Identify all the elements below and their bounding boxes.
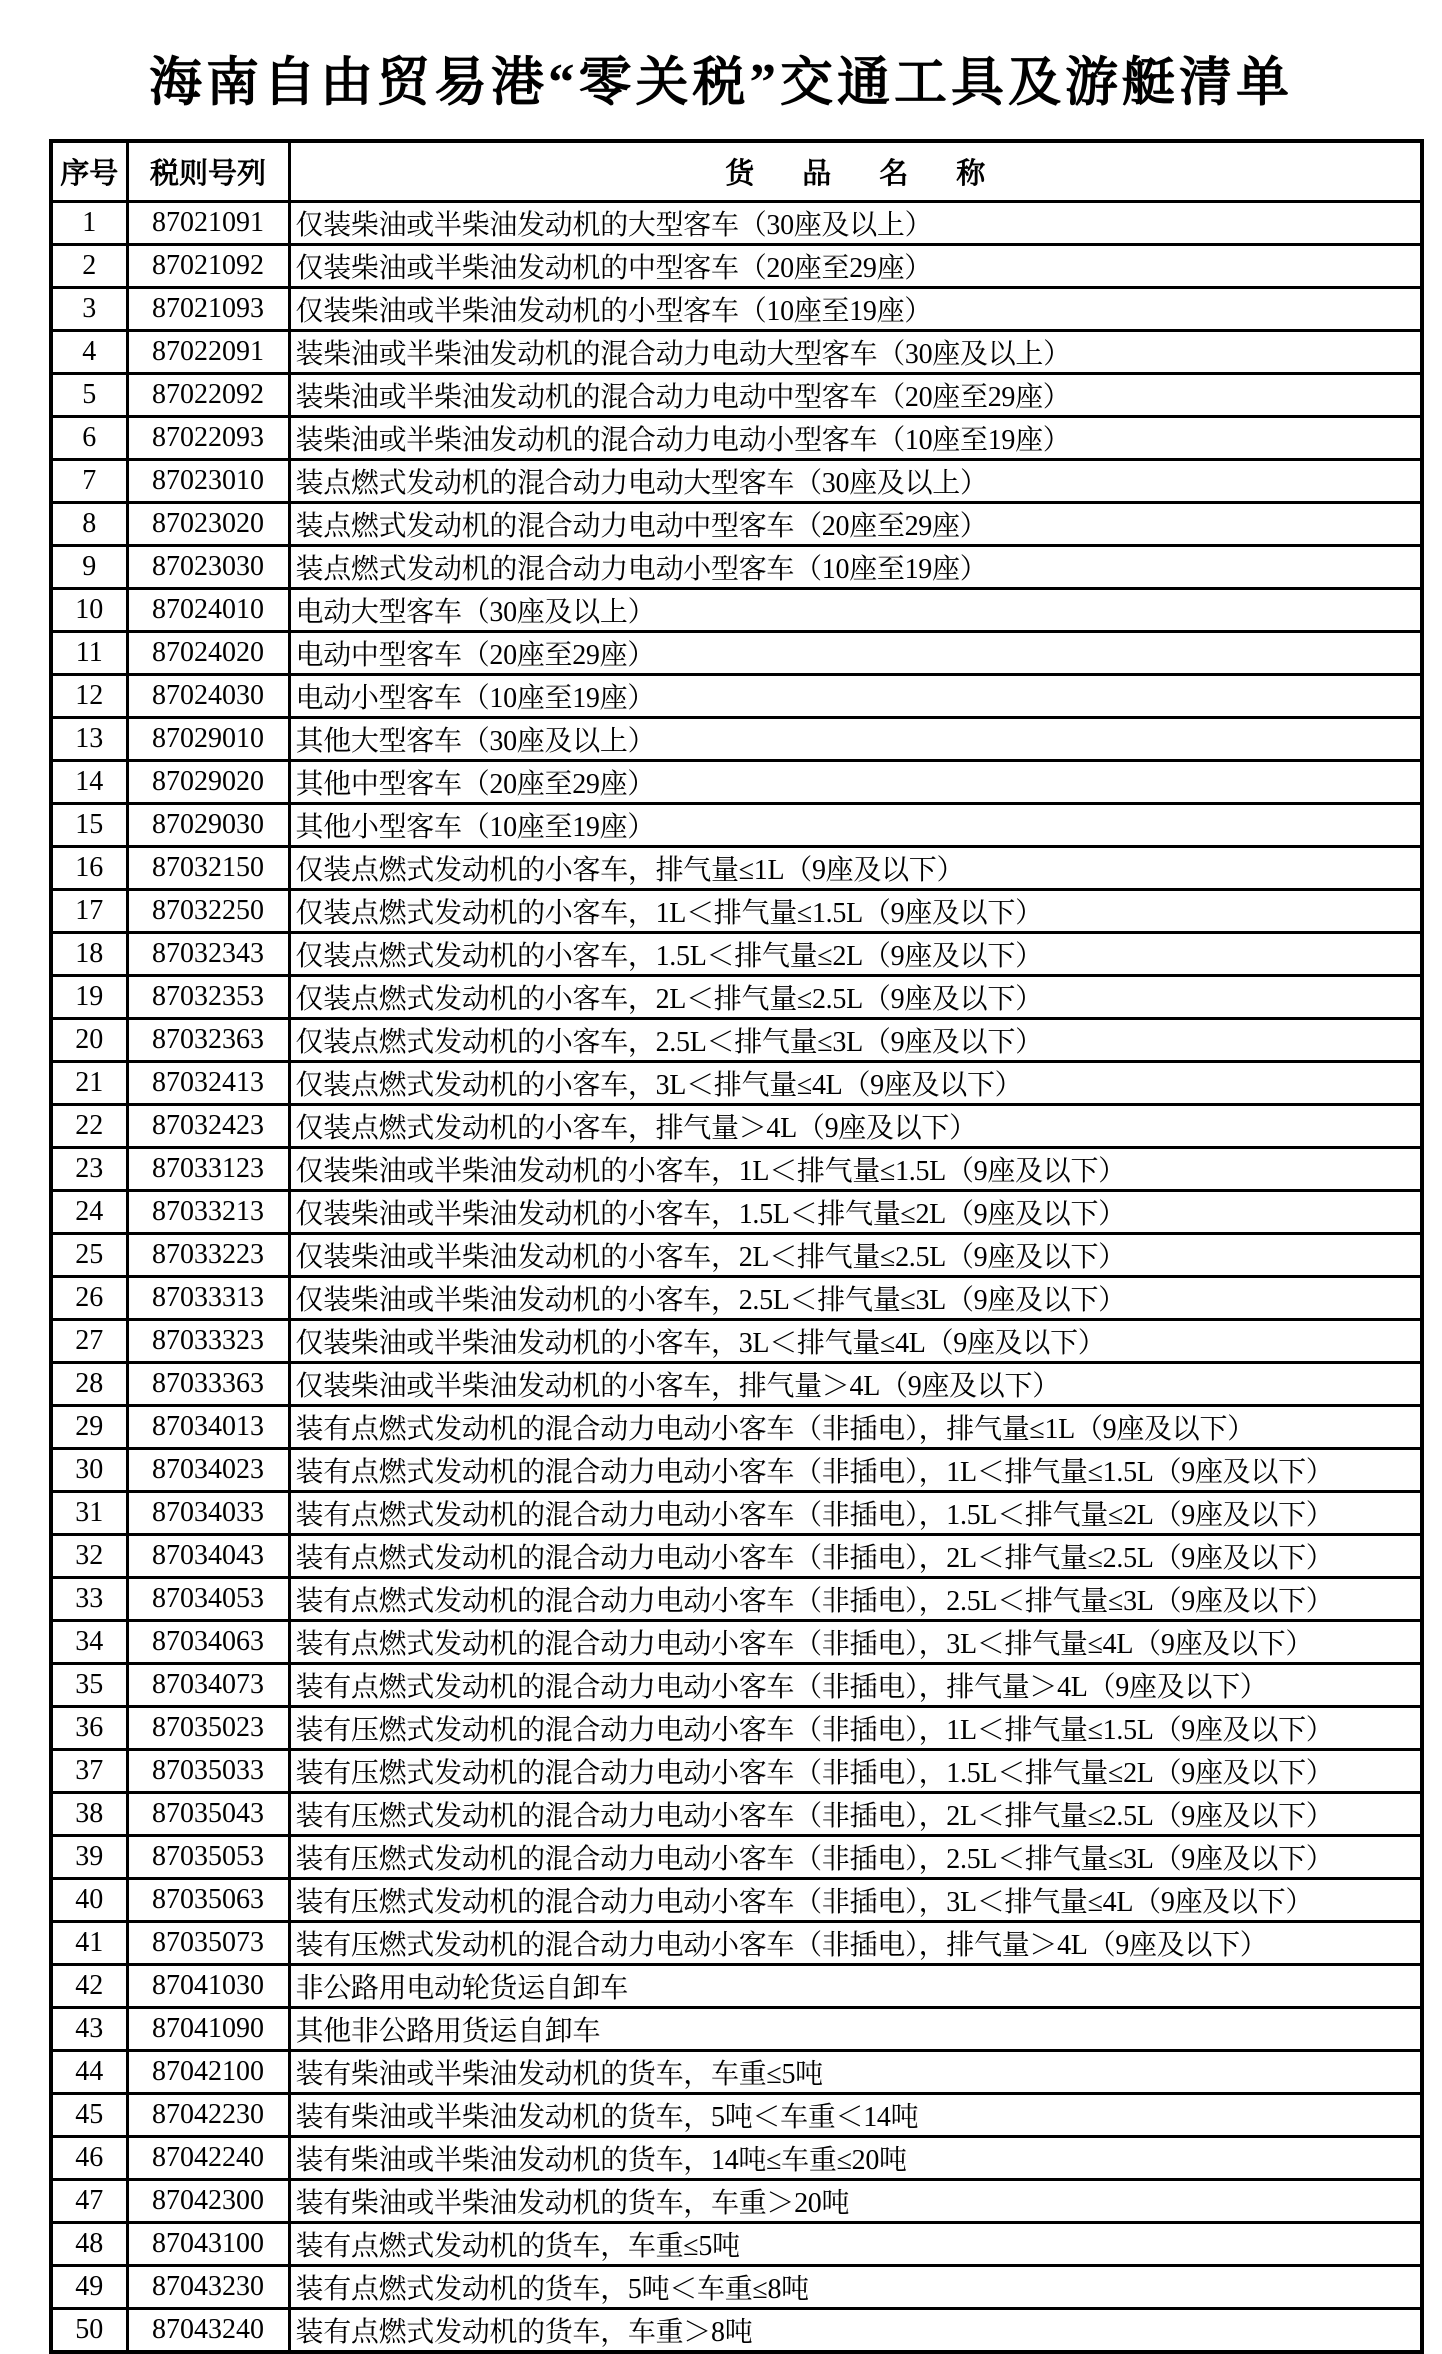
tariff-code-cell: 87032150 bbox=[127, 846, 289, 889]
header-tariff-code-label: 税则号列 bbox=[149, 157, 266, 190]
table-row bbox=[51, 588, 1422, 631]
table-row bbox=[51, 502, 1422, 545]
header-row bbox=[51, 141, 1422, 201]
serial-number-cell: 13 bbox=[51, 717, 127, 760]
tariff-code-cell: 87043230 bbox=[127, 2265, 289, 2308]
goods-name-cell: 装有柴油或半柴油发动机的货车，车重＞20吨 bbox=[289, 2179, 1422, 2222]
table-row bbox=[51, 846, 1422, 889]
serial-number-cell: 30 bbox=[51, 1448, 127, 1491]
table-row bbox=[51, 287, 1422, 330]
tariff-code-cell: 87021091 bbox=[127, 201, 289, 244]
tariff-code-cell: 87029010 bbox=[127, 717, 289, 760]
table-row bbox=[51, 717, 1422, 760]
tariff-code-cell: 87024030 bbox=[127, 674, 289, 717]
serial-number-cell: 29 bbox=[51, 1405, 127, 1448]
goods-name-cell: 装点燃式发动机的混合动力电动中型客车（20座至29座） bbox=[289, 502, 1422, 545]
table-row bbox=[51, 889, 1422, 932]
serial-number-cell: 47 bbox=[51, 2179, 127, 2222]
table-row bbox=[51, 1061, 1422, 1104]
tariff-code-cell: 87032363 bbox=[127, 1018, 289, 1061]
goods-name-cell: 仅装柴油或半柴油发动机的小型客车（10座至19座） bbox=[289, 287, 1422, 330]
serial-number-cell: 11 bbox=[51, 631, 127, 674]
goods-name-cell: 电动大型客车（30座及以上） bbox=[289, 588, 1422, 631]
header-goods-name bbox=[289, 141, 1422, 201]
serial-number-cell: 38 bbox=[51, 1792, 127, 1835]
goods-name-cell: 仅装柴油或半柴油发动机的小客车，2L＜排气量≤2.5L（9座及以下） bbox=[289, 1233, 1422, 1276]
serial-number-cell: 2 bbox=[51, 244, 127, 287]
tariff-code-cell: 87023030 bbox=[127, 545, 289, 588]
goods-name-cell: 电动小型客车（10座至19座） bbox=[289, 674, 1422, 717]
tariff-code-cell: 87042100 bbox=[127, 2050, 289, 2093]
serial-number-cell: 33 bbox=[51, 1577, 127, 1620]
table-row bbox=[51, 975, 1422, 1018]
tariff-table bbox=[49, 139, 1424, 2354]
table-row bbox=[51, 1792, 1422, 1835]
table-row bbox=[51, 1147, 1422, 1190]
goods-name-cell: 其他小型客车（10座至19座） bbox=[289, 803, 1422, 846]
goods-name-cell: 装有压燃式发动机的混合动力电动小客车（非插电），3L＜排气量≤4L（9座及以下） bbox=[289, 1878, 1422, 1921]
goods-name-cell: 装有柴油或半柴油发动机的货车，14吨≤车重≤20吨 bbox=[289, 2136, 1422, 2179]
header-serial-number bbox=[51, 141, 127, 201]
tariff-code-cell: 87035053 bbox=[127, 1835, 289, 1878]
table-row bbox=[51, 373, 1422, 416]
table-row bbox=[51, 2308, 1422, 2352]
tariff-code-cell: 87022091 bbox=[127, 330, 289, 373]
table-row bbox=[51, 2093, 1422, 2136]
goods-name-cell: 装有柴油或半柴油发动机的货车，5吨＜车重＜14吨 bbox=[289, 2093, 1422, 2136]
tariff-code-cell: 87034033 bbox=[127, 1491, 289, 1534]
goods-name-cell: 其他非公路用货运自卸车 bbox=[289, 2007, 1422, 2050]
goods-name-cell: 仅装柴油或半柴油发动机的小客车，1.5L＜排气量≤2L（9座及以下） bbox=[289, 1190, 1422, 1233]
table-row bbox=[51, 2007, 1422, 2050]
table-row bbox=[51, 932, 1422, 975]
tariff-code-cell: 87022092 bbox=[127, 373, 289, 416]
serial-number-cell: 22 bbox=[51, 1104, 127, 1147]
goods-name-cell: 装柴油或半柴油发动机的混合动力电动中型客车（20座至29座） bbox=[289, 373, 1422, 416]
serial-number-cell: 50 bbox=[51, 2308, 127, 2352]
serial-number-cell: 19 bbox=[51, 975, 127, 1018]
tariff-code-cell: 87033313 bbox=[127, 1276, 289, 1319]
table-row bbox=[51, 244, 1422, 287]
serial-number-cell: 44 bbox=[51, 2050, 127, 2093]
serial-number-cell: 6 bbox=[51, 416, 127, 459]
tariff-code-cell: 87043240 bbox=[127, 2308, 289, 2352]
table-row bbox=[51, 1405, 1422, 1448]
goods-name-cell: 装有压燃式发动机的混合动力电动小客车（非插电），1.5L＜排气量≤2L（9座及以下） bbox=[289, 1749, 1422, 1792]
table-row bbox=[51, 760, 1422, 803]
serial-number-cell: 27 bbox=[51, 1319, 127, 1362]
tariff-code-cell: 87035023 bbox=[127, 1706, 289, 1749]
tariff-code-cell: 87024020 bbox=[127, 631, 289, 674]
table-row bbox=[51, 1233, 1422, 1276]
serial-number-cell: 43 bbox=[51, 2007, 127, 2050]
tariff-code-cell: 87034023 bbox=[127, 1448, 289, 1491]
tariff-code-cell: 87029030 bbox=[127, 803, 289, 846]
tariff-code-cell: 87023020 bbox=[127, 502, 289, 545]
goods-name-cell: 装有点燃式发动机的混合动力电动小客车（非插电），3L＜排气量≤4L（9座及以下） bbox=[289, 1620, 1422, 1663]
goods-name-cell: 装有压燃式发动机的混合动力电动小客车（非插电），2.5L＜排气量≤3L（9座及以下） bbox=[289, 1835, 1422, 1878]
goods-name-cell: 其他中型客车（20座至29座） bbox=[289, 760, 1422, 803]
tariff-code-cell: 87032343 bbox=[127, 932, 289, 975]
goods-name-cell: 仅装柴油或半柴油发动机的小客车，3L＜排气量≤4L（9座及以下） bbox=[289, 1319, 1422, 1362]
table-row bbox=[51, 416, 1422, 459]
goods-name-cell: 装有点燃式发动机的混合动力电动小客车（非插电），1.5L＜排气量≤2L（9座及以下） bbox=[289, 1491, 1422, 1534]
goods-name-cell: 装柴油或半柴油发动机的混合动力电动小型客车（10座至19座） bbox=[289, 416, 1422, 459]
tariff-code-cell: 87034013 bbox=[127, 1405, 289, 1448]
serial-number-cell: 40 bbox=[51, 1878, 127, 1921]
serial-number-cell: 24 bbox=[51, 1190, 127, 1233]
table-row bbox=[51, 2179, 1422, 2222]
tariff-code-cell: 87032413 bbox=[127, 1061, 289, 1104]
serial-number-cell: 5 bbox=[51, 373, 127, 416]
table-row bbox=[51, 1534, 1422, 1577]
goods-name-cell: 其他大型客车（30座及以上） bbox=[289, 717, 1422, 760]
goods-name-cell: 装点燃式发动机的混合动力电动小型客车（10座至19座） bbox=[289, 545, 1422, 588]
table-row bbox=[51, 1878, 1422, 1921]
tariff-code-cell: 87022093 bbox=[127, 416, 289, 459]
tariff-code-cell: 87034053 bbox=[127, 1577, 289, 1620]
goods-name-cell: 仅装柴油或半柴油发动机的中型客车（20座至29座） bbox=[289, 244, 1422, 287]
goods-name-cell: 仅装柴油或半柴油发动机的小客车，排气量＞4L（9座及以下） bbox=[289, 1362, 1422, 1405]
tariff-code-cell: 87024010 bbox=[127, 588, 289, 631]
tariff-code-cell: 87041030 bbox=[127, 1964, 289, 2007]
table-row bbox=[51, 1104, 1422, 1147]
table-row bbox=[51, 1362, 1422, 1405]
goods-name-cell: 装有点燃式发动机的混合动力电动小客车（非插电），2.5L＜排气量≤3L（9座及以下） bbox=[289, 1577, 1422, 1620]
serial-number-cell: 9 bbox=[51, 545, 127, 588]
goods-name-cell: 装有柴油或半柴油发动机的货车，车重≤5吨 bbox=[289, 2050, 1422, 2093]
tariff-code-cell: 87021093 bbox=[127, 287, 289, 330]
table-row bbox=[51, 631, 1422, 674]
tariff-code-cell: 87034073 bbox=[127, 1663, 289, 1706]
goods-name-cell: 仅装点燃式发动机的小客车，排气量≤1L（9座及以下） bbox=[289, 846, 1422, 889]
goods-name-cell: 仅装点燃式发动机的小客车，2.5L＜排气量≤3L（9座及以下） bbox=[289, 1018, 1422, 1061]
tariff-code-cell: 87032250 bbox=[127, 889, 289, 932]
table-row bbox=[51, 1921, 1422, 1964]
goods-name-cell: 装点燃式发动机的混合动力电动大型客车（30座及以上） bbox=[289, 459, 1422, 502]
table-row bbox=[51, 1663, 1422, 1706]
tariff-code-cell: 87023010 bbox=[127, 459, 289, 502]
table-row bbox=[51, 2050, 1422, 2093]
goods-name-cell: 装有压燃式发动机的混合动力电动小客车（非插电），排气量＞4L（9座及以下） bbox=[289, 1921, 1422, 1964]
goods-name-cell: 仅装点燃式发动机的小客车，3L＜排气量≤4L（9座及以下） bbox=[289, 1061, 1422, 1104]
serial-number-cell: 16 bbox=[51, 846, 127, 889]
table-row bbox=[51, 1190, 1422, 1233]
serial-number-cell: 34 bbox=[51, 1620, 127, 1663]
goods-name-cell: 仅装柴油或半柴油发动机的小客车，1L＜排气量≤1.5L（9座及以下） bbox=[289, 1147, 1422, 1190]
tariff-code-cell: 87033213 bbox=[127, 1190, 289, 1233]
table-row bbox=[51, 1276, 1422, 1319]
serial-number-cell: 14 bbox=[51, 760, 127, 803]
table-row bbox=[51, 1577, 1422, 1620]
table-row bbox=[51, 2222, 1422, 2265]
table-row bbox=[51, 1448, 1422, 1491]
serial-number-cell: 42 bbox=[51, 1964, 127, 2007]
tariff-code-cell: 87043100 bbox=[127, 2222, 289, 2265]
table-row bbox=[51, 1749, 1422, 1792]
document-page bbox=[0, 40, 1442, 2354]
serial-number-cell: 4 bbox=[51, 330, 127, 373]
table-row bbox=[51, 330, 1422, 373]
header-goods-name-label: 货品名称 bbox=[725, 157, 1034, 190]
goods-name-cell: 装有点燃式发动机的混合动力电动小客车（非插电），2L＜排气量≤2.5L（9座及以下） bbox=[289, 1534, 1422, 1577]
table-row bbox=[51, 1018, 1422, 1061]
serial-number-cell: 1 bbox=[51, 201, 127, 244]
serial-number-cell: 35 bbox=[51, 1663, 127, 1706]
tariff-code-cell: 87032423 bbox=[127, 1104, 289, 1147]
goods-name-cell: 装有压燃式发动机的混合动力电动小客车（非插电），2L＜排气量≤2.5L（9座及以下） bbox=[289, 1792, 1422, 1835]
tariff-code-cell: 87035033 bbox=[127, 1749, 289, 1792]
goods-name-cell: 仅装点燃式发动机的小客车，1L＜排气量≤1.5L（9座及以下） bbox=[289, 889, 1422, 932]
table-row bbox=[51, 1491, 1422, 1534]
serial-number-cell: 23 bbox=[51, 1147, 127, 1190]
serial-number-cell: 45 bbox=[51, 2093, 127, 2136]
table-row bbox=[51, 2136, 1422, 2179]
table-row bbox=[51, 1706, 1422, 1749]
tariff-code-cell: 87033223 bbox=[127, 1233, 289, 1276]
tariff-code-cell: 87032353 bbox=[127, 975, 289, 1018]
serial-number-cell: 25 bbox=[51, 1233, 127, 1276]
tariff-code-cell: 87035063 bbox=[127, 1878, 289, 1921]
serial-number-cell: 12 bbox=[51, 674, 127, 717]
goods-name-cell: 装有点燃式发动机的混合动力电动小客车（非插电），排气量＞4L（9座及以下） bbox=[289, 1663, 1422, 1706]
goods-name-cell: 装有点燃式发动机的混合动力电动小客车（非插电），排气量≤1L（9座及以下） bbox=[289, 1405, 1422, 1448]
goods-name-cell: 仅装点燃式发动机的小客车，2L＜排气量≤2.5L（9座及以下） bbox=[289, 975, 1422, 1018]
tariff-code-cell: 87042300 bbox=[127, 2179, 289, 2222]
header-serial-number-label: 序号 bbox=[60, 157, 119, 190]
serial-number-cell: 36 bbox=[51, 1706, 127, 1749]
tariff-code-cell: 87042240 bbox=[127, 2136, 289, 2179]
goods-name-cell: 电动中型客车（20座至29座） bbox=[289, 631, 1422, 674]
goods-name-cell: 仅装点燃式发动机的小客车，1.5L＜排气量≤2L（9座及以下） bbox=[289, 932, 1422, 975]
table-row bbox=[51, 1319, 1422, 1362]
goods-name-cell: 装有点燃式发动机的货车，车重≤5吨 bbox=[289, 2222, 1422, 2265]
goods-name-cell: 仅装柴油或半柴油发动机的大型客车（30座及以上） bbox=[289, 201, 1422, 244]
goods-name-cell: 装有点燃式发动机的货车，车重＞8吨 bbox=[289, 2308, 1422, 2352]
tariff-code-cell: 87041090 bbox=[127, 2007, 289, 2050]
goods-name-cell: 仅装柴油或半柴油发动机的小客车，2.5L＜排气量≤3L（9座及以下） bbox=[289, 1276, 1422, 1319]
table-row bbox=[51, 1620, 1422, 1663]
serial-number-cell: 21 bbox=[51, 1061, 127, 1104]
goods-name-cell: 装有压燃式发动机的混合动力电动小客车（非插电），1L＜排气量≤1.5L（9座及以下） bbox=[289, 1706, 1422, 1749]
serial-number-cell: 26 bbox=[51, 1276, 127, 1319]
serial-number-cell: 32 bbox=[51, 1534, 127, 1577]
tariff-code-cell: 87021092 bbox=[127, 244, 289, 287]
serial-number-cell: 20 bbox=[51, 1018, 127, 1061]
table-row bbox=[51, 1964, 1422, 2007]
serial-number-cell: 46 bbox=[51, 2136, 127, 2179]
serial-number-cell: 48 bbox=[51, 2222, 127, 2265]
serial-number-cell: 28 bbox=[51, 1362, 127, 1405]
tariff-code-cell: 87033323 bbox=[127, 1319, 289, 1362]
goods-name-cell: 非公路用电动轮货运自卸车 bbox=[289, 1964, 1422, 2007]
tariff-code-cell: 87035043 bbox=[127, 1792, 289, 1835]
serial-number-cell: 7 bbox=[51, 459, 127, 502]
serial-number-cell: 10 bbox=[51, 588, 127, 631]
table-row bbox=[51, 201, 1422, 244]
goods-name-cell: 仅装点燃式发动机的小客车，排气量＞4L（9座及以下） bbox=[289, 1104, 1422, 1147]
serial-number-cell: 31 bbox=[51, 1491, 127, 1534]
table-body bbox=[51, 201, 1422, 2352]
serial-number-cell: 8 bbox=[51, 502, 127, 545]
serial-number-cell: 3 bbox=[51, 287, 127, 330]
header-tariff-code bbox=[127, 141, 289, 201]
tariff-code-cell: 87029020 bbox=[127, 760, 289, 803]
serial-number-cell: 41 bbox=[51, 1921, 127, 1964]
tariff-code-cell: 87035073 bbox=[127, 1921, 289, 1964]
serial-number-cell: 49 bbox=[51, 2265, 127, 2308]
tariff-code-cell: 87034043 bbox=[127, 1534, 289, 1577]
tariff-code-cell: 87042230 bbox=[127, 2093, 289, 2136]
serial-number-cell: 17 bbox=[51, 889, 127, 932]
tariff-code-cell: 87033123 bbox=[127, 1147, 289, 1190]
goods-name-cell: 装有点燃式发动机的混合动力电动小客车（非插电），1L＜排气量≤1.5L（9座及以下） bbox=[289, 1448, 1422, 1491]
table-row bbox=[51, 1835, 1422, 1878]
table-row bbox=[51, 545, 1422, 588]
table-row bbox=[51, 459, 1422, 502]
goods-name-cell: 装柴油或半柴油发动机的混合动力电动大型客车（30座及以上） bbox=[289, 330, 1422, 373]
serial-number-cell: 15 bbox=[51, 803, 127, 846]
serial-number-cell: 18 bbox=[51, 932, 127, 975]
table-row bbox=[51, 803, 1422, 846]
tariff-code-cell: 87034063 bbox=[127, 1620, 289, 1663]
goods-name-cell: 装有点燃式发动机的货车，5吨＜车重≤8吨 bbox=[289, 2265, 1422, 2308]
table-row bbox=[51, 674, 1422, 717]
page-title: 海南自由贸易港“零关税”交通工具及游艇清单 bbox=[149, 54, 1293, 112]
serial-number-cell: 37 bbox=[51, 1749, 127, 1792]
tariff-code-cell: 87033363 bbox=[127, 1362, 289, 1405]
table-row bbox=[51, 2265, 1422, 2308]
serial-number-cell: 39 bbox=[51, 1835, 127, 1878]
